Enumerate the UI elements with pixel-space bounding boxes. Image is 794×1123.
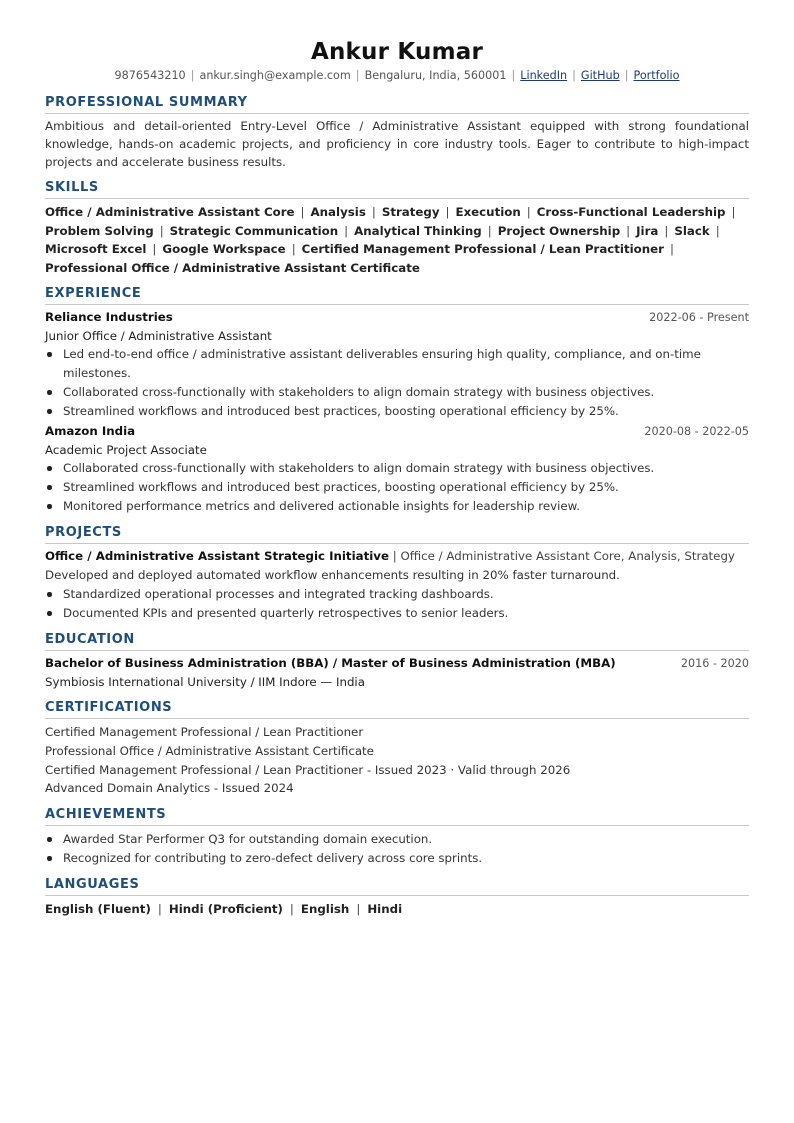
education-section: [45, 632, 749, 691]
summary-text: Ambitious and detail-oriented Entry-Level Office / Administrative Assistant equipped with strong foundational knowledge, hands-on academic projects, and proficiency in core industry tools. Eager to contribute to high-impact projects and accelerate business results.: [45, 119, 749, 169]
skill-item: Microsoft Excel: [45, 242, 147, 256]
language-item: English: [300, 902, 350, 917]
degree: Bachelor of Business Administration (BBA) / Master of Business Administration (MBA): [45, 656, 616, 670]
email-address: ankur.singh@example.com: [199, 69, 351, 82]
separator: |: [511, 69, 516, 82]
skill-item: Project Ownership: [497, 223, 621, 238]
education-dates: 2016 - 2020: [680, 657, 749, 670]
phone-number: 9876543210: [114, 69, 186, 82]
job-entry: [45, 422, 749, 516]
list-item: Monitored performance metrics and delivered actionable insights for leadership review.: [45, 497, 749, 516]
portfolio-link[interactable]: Portfolio: [633, 69, 680, 82]
separator: |: [355, 69, 360, 82]
job-entry: [45, 308, 749, 421]
separator: |: [190, 69, 195, 82]
list-item: Recognized for contributing to zero-defect delivery across core sprints.: [45, 849, 749, 868]
achievements-section: [45, 807, 749, 868]
certification-list: [45, 723, 749, 798]
job-dates: 2022-06 - Present: [649, 311, 749, 324]
language-item: English (Fluent): [45, 902, 151, 917]
section-heading: EDUCATION: [45, 632, 749, 651]
resume-page: [45, 0, 749, 919]
projects-section: [45, 525, 749, 623]
job-bullets: [45, 459, 749, 516]
job-bullets: [45, 345, 749, 421]
list-item: Standardized operational processes and integrated tracking dashboards.: [45, 585, 749, 604]
experience-section: [45, 286, 749, 516]
candidate-name: Ankur Kumar: [310, 39, 484, 65]
list-item: Streamlined workflows and introduced best practices, boosting operational efficiency by 25%.: [45, 478, 749, 497]
skill-item: Certified Management Professional / Lean Practitioner: [301, 242, 664, 256]
list-item: Led end-to-end office / administrative assistant deliverables ensuring high quality, compliance, and on-time milestones.: [45, 345, 749, 383]
location: Bengaluru, India, 560001: [364, 69, 507, 82]
skill-item: Google Workspace: [162, 242, 286, 256]
list-item: Documented KPIs and presented quarterly retrospectives to senior leaders.: [45, 604, 749, 623]
project-bullets: [45, 585, 749, 623]
list-item: Streamlined workflows and introduced best practices, boosting operational efficiency by 25%.: [45, 402, 749, 421]
achievement-bullets: [45, 830, 749, 868]
linkedin-link[interactable]: LinkedIn: [520, 69, 568, 82]
skill-item: Slack: [674, 223, 710, 238]
job-role: Junior Office / Administrative Assistant: [45, 329, 272, 343]
github-link[interactable]: GitHub: [580, 69, 620, 82]
section-heading: PROJECTS: [45, 525, 749, 544]
summary-section: [45, 95, 749, 171]
skill-item: Strategic Communication: [169, 223, 339, 238]
project-name: Office / Administrative Assistant Strategic Initiative: [45, 549, 389, 563]
certification-item: Professional Office / Administrative Assistant Certificate: [45, 743, 374, 758]
list-item: Collaborated cross-functionally with stakeholders to align domain strategy with business objectives.: [45, 383, 749, 402]
school: Symbiosis International University / IIM Indore — India: [45, 675, 365, 689]
separator: |: [572, 69, 576, 82]
project-tech: Office / Administrative Assistant Core, Analysis, Strategy: [400, 549, 735, 563]
certifications-section: [45, 700, 749, 798]
list-item: Collaborated cross-functionally with stakeholders to align domain strategy with business objectives.: [45, 459, 749, 478]
languages-section: [45, 877, 749, 919]
skill-item: Cross-Functional Leadership: [536, 205, 726, 219]
section-heading: PROFESSIONAL SUMMARY: [45, 95, 749, 114]
skill-item: Analytical Thinking: [354, 223, 482, 238]
certification-item: Certified Management Professional / Lean Practitioner: [45, 725, 364, 739]
list-item: Awarded Star Performer Q3 for outstanding domain execution.: [45, 830, 749, 849]
project-header: Office / Administrative Assistant Strategic Initiative | Office / Administrative Assistant Core, Analysis, Strategy: [45, 549, 735, 563]
certification-item: Certified Management Professional / Lean Practitioner - Issued 2023 · Valid through 2026: [45, 762, 571, 777]
skill-item: Problem Solving: [45, 223, 154, 238]
section-heading: SKILLS: [45, 180, 749, 199]
contact-line: [45, 68, 749, 84]
skill-item: Professional Office / Administrative Assistant Certificate: [45, 260, 420, 275]
language-list: English (Fluent) | Hindi (Proficient) | English | Hindi: [45, 902, 403, 917]
section-heading: CERTIFICATIONS: [45, 700, 749, 719]
certification-item: Advanced Domain Analytics - Issued 2024: [45, 781, 294, 796]
section-heading: ACHIEVEMENTS: [45, 807, 749, 826]
language-item: Hindi: [367, 902, 403, 917]
job-company: Reliance Industries: [45, 310, 173, 324]
section-heading: LANGUAGES: [45, 877, 749, 896]
job-company: Amazon India: [45, 424, 136, 438]
skill-item: Analysis: [310, 205, 366, 219]
skill-item: Execution: [455, 205, 521, 219]
skills-list: Office / Administrative Assistant Core | Analysis | Strategy | Execution | Cross-Functional Leadership | Problem Solving | Strategic Communication | Analytical Thinking | Project Ownership | Jira | Slack | Microsoft Excel | Google Workspace | Certified Management Professional / Lean Practitioner | Professional Office / Administrative Assistant Certificate: [45, 205, 736, 275]
section-heading: EXPERIENCE: [45, 286, 749, 305]
skill-item: Strategy: [381, 205, 440, 219]
job-role: Academic Project Associate: [45, 443, 207, 457]
skill-item: Jira: [636, 223, 659, 238]
skill-item: Office / Administrative Assistant Core: [45, 205, 295, 219]
job-dates: 2020-08 - 2022-05: [644, 425, 749, 438]
separator: |: [624, 69, 629, 82]
language-item: Hindi (Proficient): [168, 902, 283, 917]
project-description: Developed and deployed automated workflow enhancements resulting in 20% faster turnaround.: [45, 568, 620, 582]
skills-section: [45, 180, 749, 277]
